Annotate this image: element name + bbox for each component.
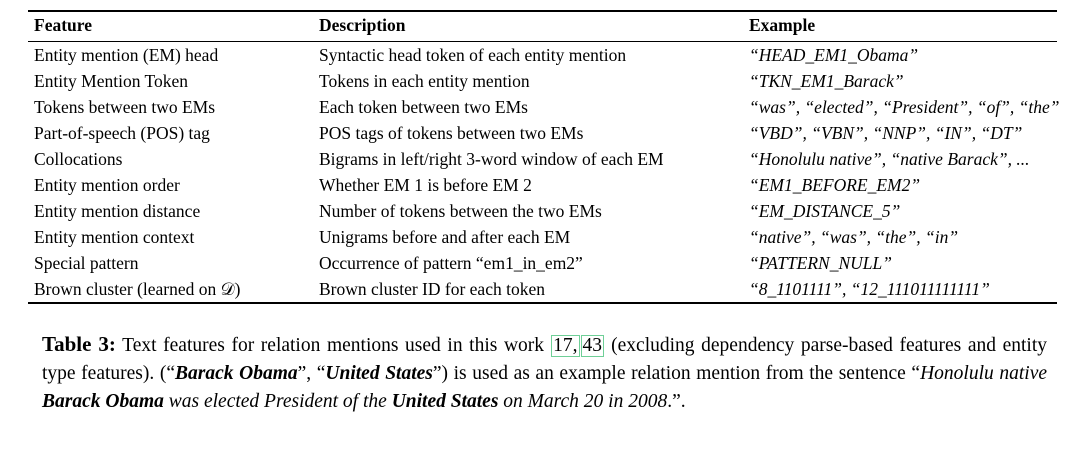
table-header-row: [28, 11, 1057, 42]
features-table: [28, 10, 1060, 304]
column-header-description: Description: [313, 11, 743, 42]
cell-description: Brown cluster ID for each token: [313, 276, 743, 303]
cell-feature: Entity Mention Token: [34, 70, 188, 91]
cell-description: Number of tokens between the two EMs: [319, 200, 602, 221]
caption-sentence-5: on March 20 in 2008: [503, 390, 668, 412]
caption-text-4: ”) is used as an example relation mention from the sentence “: [432, 362, 921, 384]
table-body: [28, 42, 1060, 304]
table-row: [28, 94, 1057, 120]
cell-example: “Honolulu native”, “native Barack”, ...: [749, 148, 1030, 169]
cell-feature: Brown cluster (learned on 𝒟): [28, 276, 313, 303]
cell-description: Whether EM 1 is before EM 2: [319, 174, 532, 195]
cell-example: “native”, “was”, “the”, “in”: [749, 226, 959, 247]
table-row: [28, 276, 1057, 303]
cell-example: “8_1101111”, “12_111011111111”: [743, 276, 1057, 303]
cell-description: POS tags of tokens between two EMs: [319, 122, 584, 143]
cell-example: “EM_DISTANCE_5”: [749, 200, 901, 221]
cell-feature: Entity mention order: [34, 174, 180, 195]
table-caption: [42, 330, 1047, 415]
caption-sentence-1: Honolulu native: [920, 362, 1048, 384]
table-row: [28, 120, 1057, 146]
caption-emph-barack-obama: Barack Obama: [175, 362, 298, 384]
cell-feature: Special pattern: [34, 252, 139, 273]
table-row: [28, 68, 1057, 94]
citation-link-43[interactable]: 43: [582, 335, 603, 356]
cell-feature: Part-of-speech (POS) tag: [34, 122, 210, 143]
caption-text-3: ”, “: [297, 362, 326, 384]
citation-link-17[interactable]: 17,: [553, 335, 578, 356]
cell-feature: Tokens between two EMs: [34, 96, 216, 117]
caption-text-5: .”.: [667, 390, 686, 412]
cell-description: Unigrams before and after each EM: [319, 226, 571, 247]
caption-label: Table 3:: [42, 332, 116, 356]
table-row: [28, 224, 1057, 250]
cell-example: “PATTERN_NULL”: [749, 252, 892, 273]
caption-emph-united-states: United States: [325, 362, 433, 384]
caption-sentence-2: Barack Obama: [42, 390, 164, 412]
cell-example: “VBD”, “VBN”, “NNP”, “IN”, “DT”: [749, 122, 1023, 143]
column-header-example: Example: [743, 11, 1057, 42]
cell-example: “was”, “elected”, “President”, “of”, “the”: [749, 96, 1060, 117]
table-row: [28, 42, 1057, 69]
table-row: [28, 146, 1057, 172]
cell-description: Bigrams in left/right 3-word window of each EM: [319, 148, 664, 169]
cell-feature: Entity mention (EM) head: [34, 44, 219, 65]
caption-sentence-3: was elected President of the: [168, 390, 387, 412]
cell-feature: Collocations: [34, 148, 123, 169]
cell-example: “HEAD_EM1_Obama”: [749, 44, 919, 65]
cell-example: “EM1_BEFORE_EM2”: [749, 174, 921, 195]
cell-description: Syntactic head token of each entity mention: [319, 44, 627, 65]
table-row: [28, 250, 1057, 276]
cell-description: Tokens in each entity mention: [319, 70, 530, 91]
cell-description: Occurrence of pattern “em1_in_em2”: [319, 252, 583, 273]
table-row: [28, 198, 1057, 224]
caption-text-2: (excluding dependency parse-based features and entity type features). (“: [42, 335, 1047, 384]
column-header-feature: Feature: [28, 11, 313, 42]
table-header: [28, 11, 1057, 42]
cell-feature: Entity mention distance: [34, 200, 201, 221]
cell-example: “TKN_EM1_Barack”: [749, 70, 904, 91]
caption-text-1: Text features for relation mentions used in this work: [122, 335, 545, 356]
cell-description: Each token between two EMs: [319, 96, 528, 117]
caption-sentence-4: United States: [391, 390, 499, 412]
table-row: [28, 172, 1057, 198]
cell-feature: Entity mention context: [34, 226, 195, 247]
